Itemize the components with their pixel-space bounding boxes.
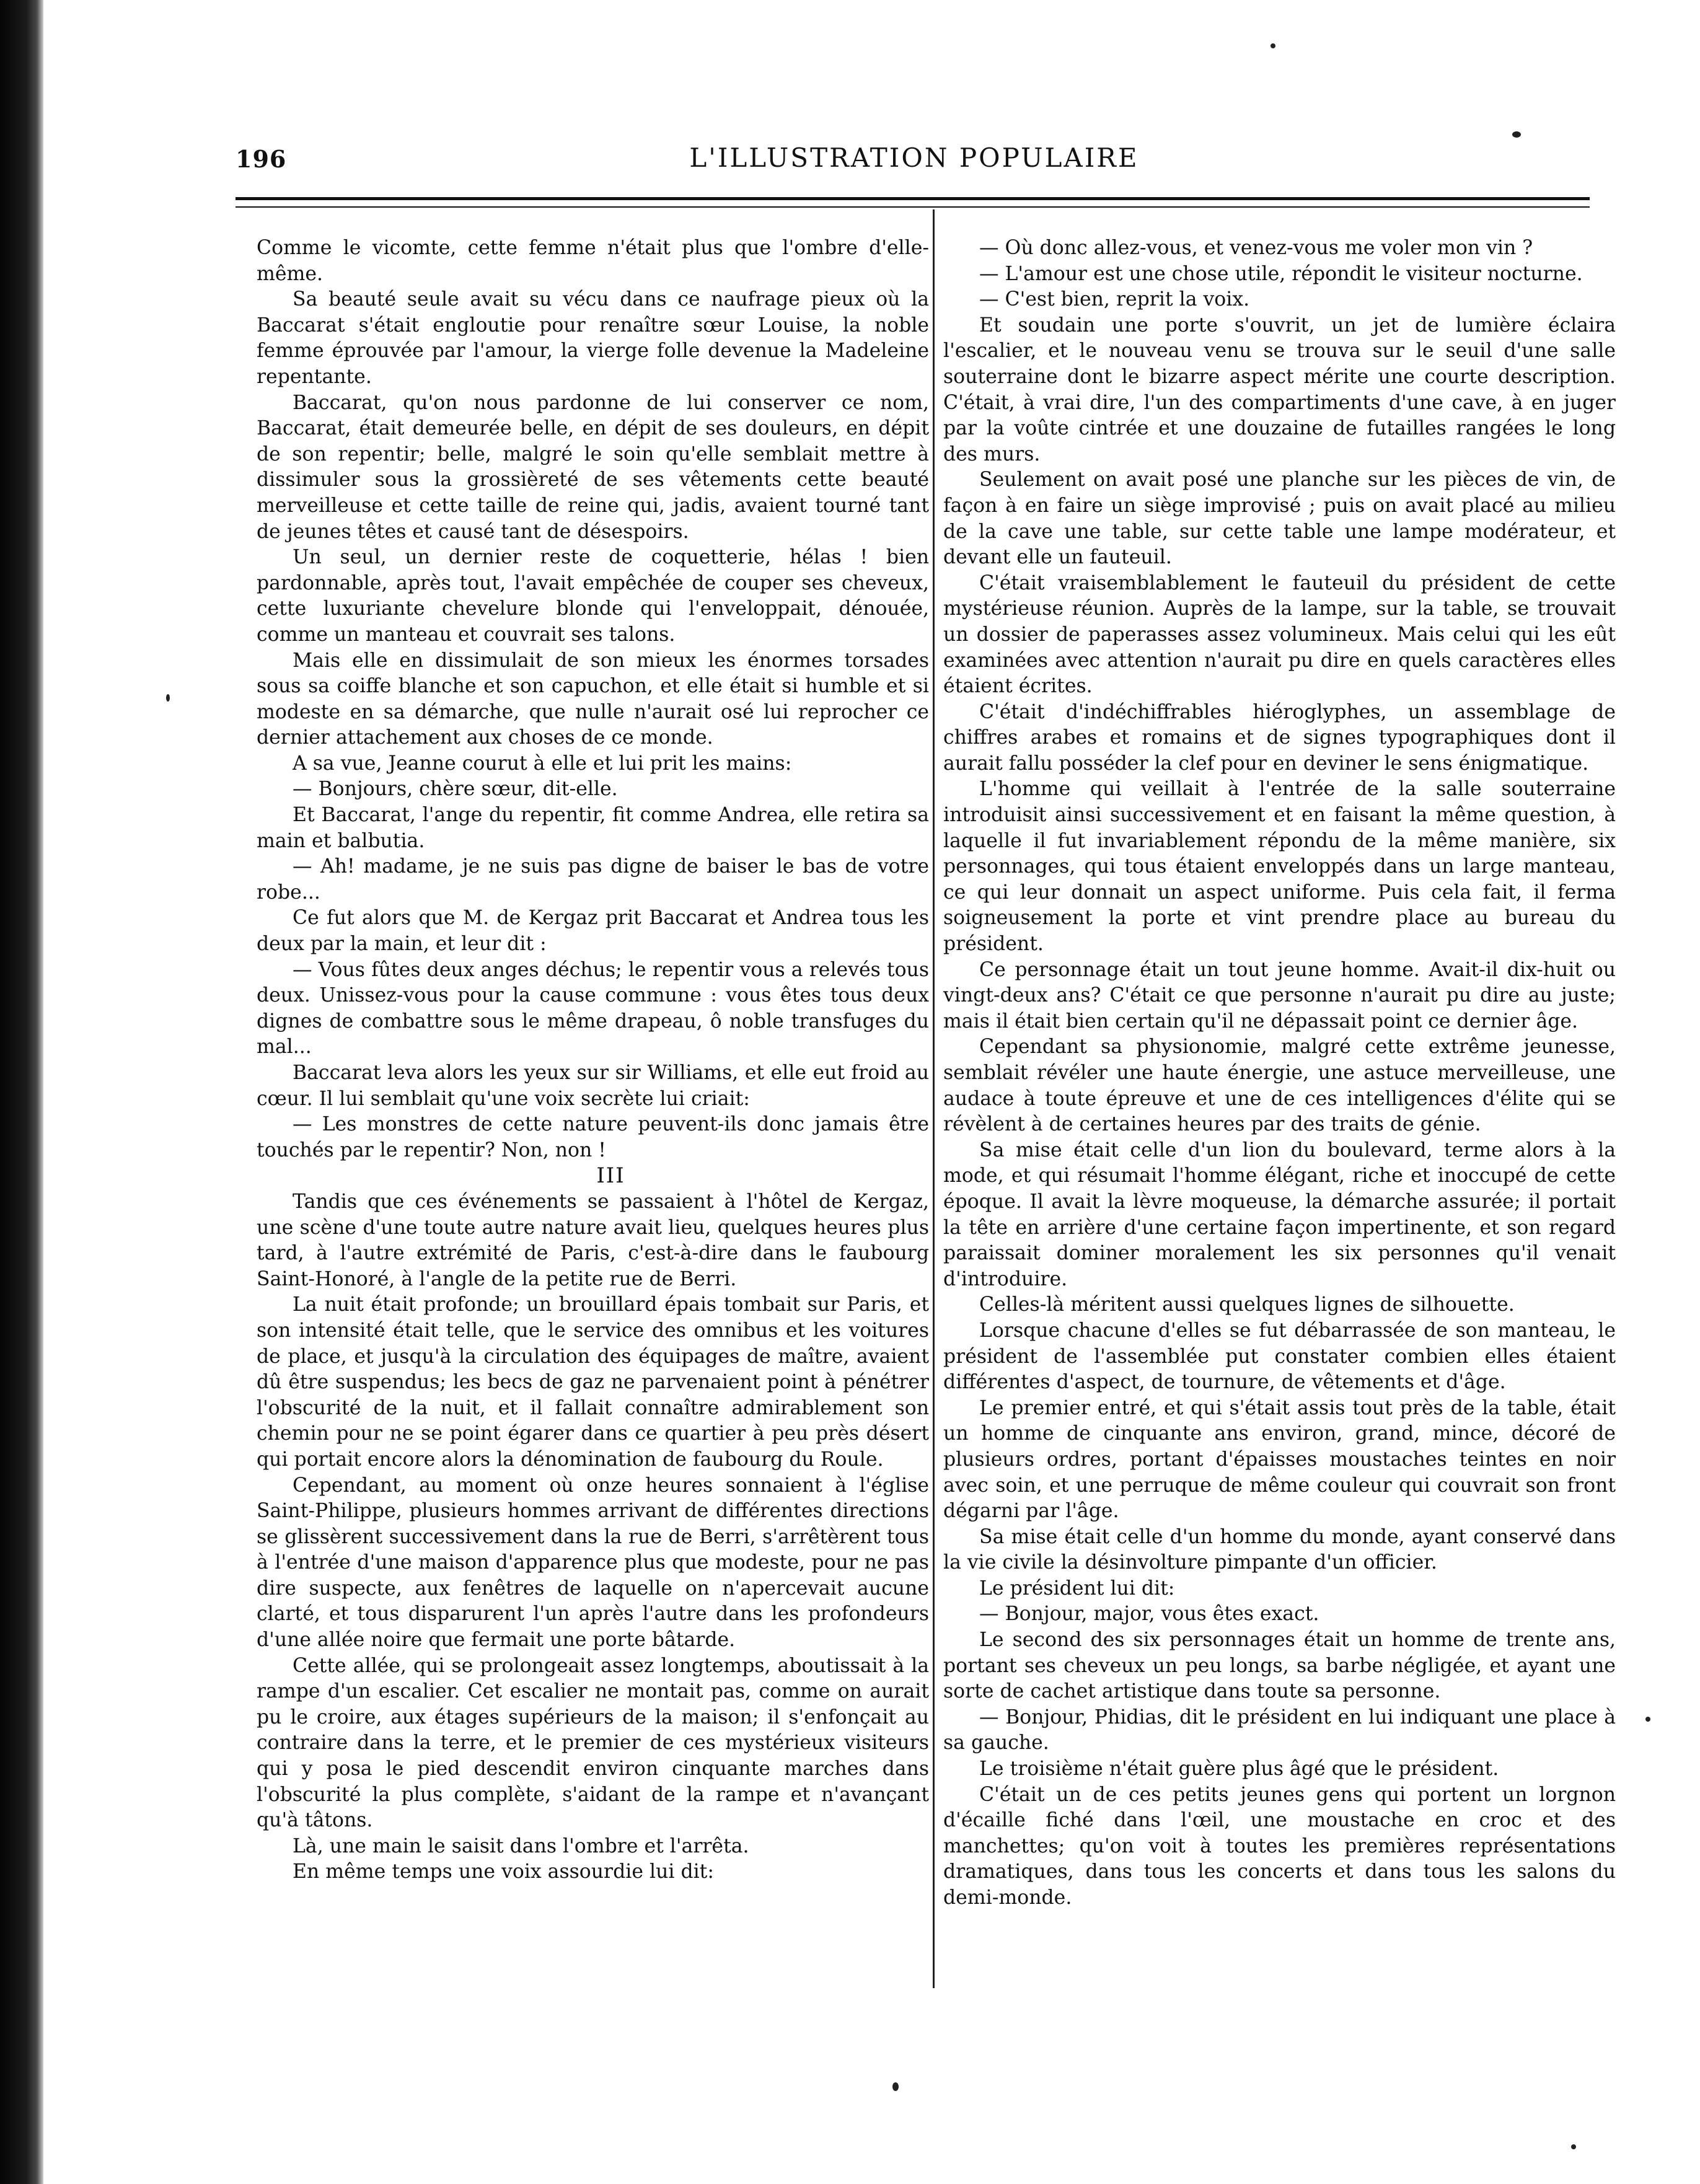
paragraph: Le troisième n'était guère plus âgé que le président.	[979, 1758, 1499, 1781]
dialogue-line: — Vous fûtes deux anges déchus; le repentir vous a relevés tous deux. Unissez-vous pour la cause commune : vous êtes tous deux dignes de combattre sous le même drapeau, ô noble transfuges du mal...	[257, 958, 929, 1059]
paragraph: Le premier entré, et qui s'était assis tout près de la table, était un homme de cinquante ans environ, grand, mince, décoré de plusieurs ordres, portant d'épaisses moustaches teintes en noir avec soin, et une perruque de même couleur qui couvrait son front dégarni par l'âge.	[943, 1396, 1616, 1523]
paragraph: Comme le vicomte, cette femme n'était plus que l'ombre d'elle-même.	[257, 237, 929, 285]
print-speck	[1571, 2144, 1576, 2149]
paragraph: Un seul, un dernier reste de coquetterie, hélas ! bien pardonnable, après tout, l'avait empêchée de couper ses cheveux, cette luxuriante chevelure blonde qui l'enveloppait, dénouée, comme un manteau et couvrait ses talons.	[257, 546, 929, 646]
dialogue-line: — Bonjour, Phidias, dit le président en lui indiquant une place à sa gauche.	[943, 1706, 1616, 1755]
paragraph: Lorsque chacune d'elles se fut débarrassée de son manteau, le président de l'assemblée put constater combien elles étaient différentes d'aspect, de tournure, de vêtements et d'âge.	[943, 1319, 1616, 1394]
book-spine-shadow	[0, 0, 43, 2184]
dialogue-line: — C'est bien, reprit la voix.	[979, 288, 1250, 311]
paragraph: C'était un de ces petits jeunes gens qui portent un lorgnon d'écaille fiché dans l'œil, une moustache en croc et des manchettes; qu'on voit à toutes les premières représentations dramatiques, dans tous les concerts et dans tous les salons du demi-monde.	[943, 1783, 1616, 1909]
paragraph: Cette allée, qui se prolongeait assez longtemps, aboutissait à la rampe d'un escalier. Cet escalier ne montait pas, comme on aurait pu le croire, aux étages supérieurs de la maison; il s'enfonçait au contraire dans la terre, et le premier de ces mystérieux visiteurs qui y posa le pied descendit environ cinquante marches dans l'obscurité la plus complète, s'aidant de la rampe et n'avançant qu'à tâtons.	[257, 1654, 929, 1832]
section-heading: III	[596, 1163, 625, 1189]
paragraph: A sa vue, Jeanne courut à elle et lui prit les mains:	[293, 752, 792, 775]
print-speck	[1271, 43, 1275, 48]
print-speck	[1512, 131, 1521, 138]
paragraph: Le président lui dit:	[979, 1577, 1175, 1600]
dialogue-line: — Ah! madame, je ne suis pas digne de baiser le bas de votre robe...	[257, 855, 929, 904]
paragraph: Et soudain une porte s'ouvrit, un jet de lumière éclaira l'escalier, et le nouveau venu se trouva sur le seuil d'une salle souterraine dont le bizarre aspect mérite une courte description. C'était, à vrai dire, l'un des compartiments d'une cave, à en juger par la voûte cintrée et une douzaine de futailles rangées le long des murs.	[943, 314, 1616, 465]
paragraph: Cependant sa physionomie, malgré cette extrême jeunesse, semblait révéler une haute énergie, une astuce merveilleuse, une audace à toute épreuve et une de ces intelligences d'élite qui se révèlent à de certaines heures par des traits de génie.	[943, 1036, 1616, 1136]
paragraph: Celles-là méritent aussi quelques lignes de silhouette.	[979, 1293, 1515, 1316]
paragraph: En même temps une voix assourdie lui dit:	[293, 1860, 714, 1883]
page-number: 196	[236, 145, 287, 173]
running-title: L'ILLUSTRATION POPULAIRE	[689, 143, 1139, 173]
print-speck	[1645, 1717, 1650, 1722]
paragraph: Sa mise était celle d'un lion du boulevard, terme alors à la mode, et qui résumait l'homme élégant, riche et inoccupé de cette époque. Il avait la lèvre moqueuse, la démarche assurée; il portait la tête en arrière d'une certaine façon impertinente, et son regard paraissait dominer moralement les six personnes qu'il venait d'introduire.	[943, 1138, 1616, 1290]
paragraph: Sa beauté seule avait su vécu dans ce naufrage pieux où la Baccarat s'était engloutie pour renaître sœur Louise, la noble femme éprouvée par l'amour, la vierge folle devenue la Madeleine repentante.	[257, 288, 929, 388]
paragraph: Là, une main le saisit dans l'ombre et l'arrêta.	[293, 1834, 749, 1857]
dialogue-line: — L'amour est une chose utile, répondit le visiteur nocturne.	[979, 262, 1583, 285]
paragraph: Baccarat leva alors les yeux sur sir Williams, et elle eut froid au cœur. Il lui semblait qu'une voix secrète lui criait:	[257, 1062, 929, 1110]
page-header	[236, 140, 1593, 183]
print-speck	[892, 2082, 899, 2091]
print-speck	[166, 694, 170, 702]
header-rule	[236, 197, 1590, 208]
column-divider	[933, 209, 935, 1988]
paragraph: Le second des six personnages était un homme de trente ans, portant ses cheveux un peu longs, sa barbe négligée, et ayant une sorte de cachet artistique dans toute sa personne.	[943, 1629, 1616, 1703]
paragraph: C'était d'indéchiffrables hiéroglyphes, un assemblage de chiffres arabes et romains et de signes typographiques dont il aurait fallu posséder la clef pour en deviner le sens énigmatique.	[943, 700, 1616, 775]
paragraph: Baccarat, qu'on nous pardonne de lui conserver ce nom, Baccarat, était demeurée belle, en dépit de ses douleurs, en dépit de son repentir; belle, malgré le soin qu'elle semblait mettre à dissimuler sous la grossièreté de ses vêtements cette beauté merveilleuse et cette taille de reine qui, jadis, avaient tourné tant de jeunes têtes et causé tant de désespoirs.	[257, 391, 929, 543]
dialogue-line: — Bonjours, chère sœur, dit-elle.	[293, 778, 618, 801]
paragraph: Ce personnage était un tout jeune homme. Avait-il dix-huit ou vingt-deux ans? C'était ce que personne n'aurait pu dire au juste; mais il était bien certain qu'il ne dépassait point ce dernier âge.	[943, 958, 1616, 1033]
paragraph: Mais elle en dissimulait de son mieux les énormes torsades sous sa coiffe blanche et son capuchon, et elle était si humble et si modeste en sa démarche, que nulle n'aurait osé lui reprocher ce dernier attachement aux choses de ce monde.	[257, 649, 929, 749]
paragraph: C'était vraisemblablement le fauteuil du président de cette mystérieuse réunion. Auprès de la lampe, sur la table, se trouvait un dossier de paperasses assez volumineux. Mais celui qui les eût examinées avec attention n'aurait pu dire en quels caractères elles étaient écrites.	[943, 571, 1616, 698]
paragraph: Tandis que ces événements se passaient à l'hôtel de Kergaz, une scène d'une toute autre nature avait lieu, quelques heures plus tard, à l'autre extrémité de Paris, c'est-à-dire dans le faubourg Saint-Honoré, à l'angle de la petite rue de Berri.	[257, 1190, 929, 1290]
paragraph: Ce fut alors que M. de Kergaz prit Baccarat et Andrea tous les deux par la main, et leur dit :	[257, 907, 929, 956]
right-column	[943, 236, 1616, 1911]
dialogue-line: — Où donc allez-vous, et venez-vous me voler mon vin ?	[979, 237, 1533, 259]
paragraph: Cependant, au moment où onze heures sonnaient à l'église Saint-Philippe, plusieurs hommes arrivant de différentes directions se glissèrent successivement dans la rue de Berri, s'arrêtèrent tous à l'entrée d'une maison d'apparence plus que modeste, pour ne pas dire suspecte, aux fenêtres de laquelle on n'apercevait aucune clarté, et tous disparurent l'un après l'autre dans les profondeurs d'une allée noire que fermait une porte bâtarde.	[257, 1474, 929, 1652]
paragraph: L'homme qui veillait à l'entrée de la salle souterraine introduisit ainsi successivement et en faisant la même question, à laquelle il fut invariablement répondu de la même manière, six personnages, qui tous étaient enveloppés dans un large manteau, ce qui leur donnait un aspect uniforme. Puis cela fait, il ferma soigneusement la porte et vint prendre place au bureau du président.	[943, 778, 1616, 956]
paragraph: La nuit était profonde; un brouillard épais tombait sur Paris, et son intensité était telle, que le service des omnibus et les voitures de place, et jusqu'à la circulation des équipages de maître, avaient dû être suspendus; les becs de gaz ne parvenaient point à pénétrer l'obscurité de la nuit, et il fallait connaître admirablement son chemin pour ne se point égarer dans ce quartier à peu près désert qui portait encore alors la dénomination de faubourg du Roule.	[257, 1293, 929, 1471]
paragraph: Et Baccarat, l'ange du repentir, fit comme Andrea, elle retira sa main et balbutia.	[257, 804, 929, 852]
left-column	[257, 236, 929, 1885]
dialogue-line: — Bonjour, major, vous êtes exact.	[979, 1603, 1319, 1626]
paragraph: Seulement on avait posé une planche sur les pièces de vin, de façon à en faire un siège improvisé ; puis on avait placé au milieu de la cave une table, sur cette table une lampe modérateur, et devant elle un fauteuil.	[943, 469, 1616, 569]
dialogue-line: — Les monstres de cette nature peuvent-ils donc jamais être touchés par le repentir? Non, non !	[257, 1113, 929, 1161]
paragraph: Sa mise était celle d'un homme du monde, ayant conservé dans la vie civile la désinvolture pimpante d'un officier.	[943, 1525, 1616, 1574]
